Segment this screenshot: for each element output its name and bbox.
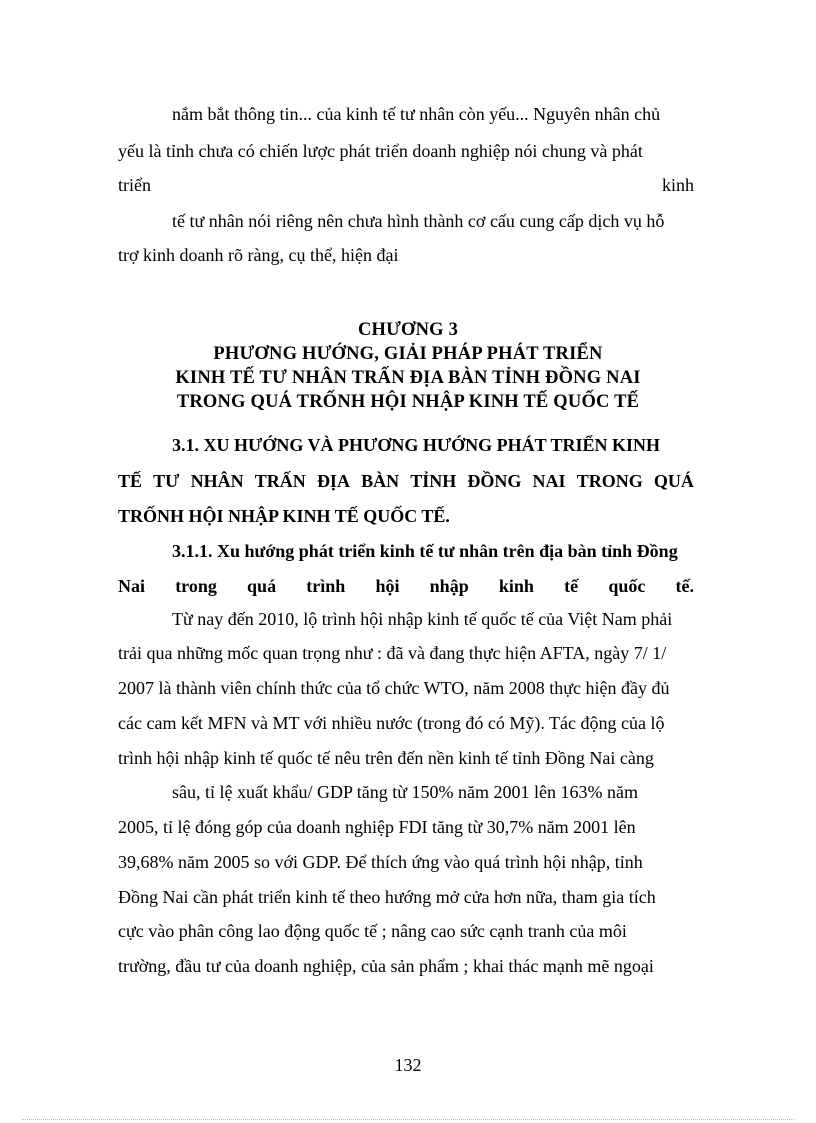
word: hội (375, 576, 400, 596)
section-heading-line (118, 470, 694, 492)
chapter-number: CHƯƠNG 3 (357, 320, 459, 340)
page-bottom-divider (22, 1119, 794, 1120)
paragraph-line: tế tư nhân nói riêng nên chưa hình thành cơ cấu cung cấp dịch vụ hỗ (172, 211, 665, 231)
word: NAI (532, 471, 566, 491)
word: TRONG (576, 471, 643, 491)
section-heading-line: TRỐNH HỘI NHẬP KINH TẾ QUỐC TẾ. (118, 506, 450, 526)
paragraph-line: trợ kinh doanh rõ ràng, cụ thể, hiện đại (118, 245, 399, 265)
word: ĐỒNG (467, 471, 522, 491)
body-line: cực vào phân công lao động quốc tế ; nâng cao sức cạnh tranh của môi (118, 921, 627, 941)
body-line: Từ nay đến 2010, lộ trình hội nhập kinh tế quốc tế của Việt Nam phải (172, 609, 673, 629)
body-line: các cam kết MFN và MT với nhiều nước (trong đó có Mỹ). Tác động của lộ (118, 713, 665, 733)
chapter-title-line: PHƯƠNG HƯỚNG, GIẢI PHÁP PHÁT TRIỂN (213, 344, 603, 364)
word: tế (564, 576, 579, 596)
word: trong (175, 576, 217, 596)
word: NHÂN (190, 471, 244, 491)
word: quốc (608, 576, 646, 596)
word: BÀN (361, 471, 400, 491)
word: QUÁ (653, 471, 694, 491)
subsection-heading-line: 3.1.1. Xu hướng phát triển kinh tế tư nhân trên địa bàn tỉnh Đồng (172, 541, 678, 561)
body-line: Đồng Nai cần phát triển kinh tế theo hướng mở cửa hơn nữa, tham gia tích (118, 887, 656, 907)
word: kinh (498, 576, 534, 596)
paragraph-line: yếu là tỉnh chưa có chiến lược phát triển doanh nghiệp nói chung và phát (118, 141, 643, 161)
body-line: trường, đầu tư của doanh nghiệp, của sản phẩm ; khai thác mạnh mẽ ngoại (118, 956, 654, 976)
word: ĐỊA (316, 471, 350, 491)
paragraph-line: nắm bắt thông tin... của kinh tế tư nhân còn yếu... Nguyên nhân chủ (172, 104, 661, 124)
body-line: 2005, tỉ lệ đóng góp của doanh nghiệp FDI tăng từ 30,7% năm 2001 lên (118, 817, 636, 837)
section-heading-line: 3.1. XU HƯỚNG VÀ PHƯƠNG HƯỚNG PHÁT TRIỂN KINH (172, 435, 661, 455)
body-line: 2007 là thành viên chính thức của tổ chức WTO, năm 2008 thực hiện đầy đủ (118, 678, 670, 698)
body-line: trải qua những mốc quan trọng như : đã và đang thực hiện AFTA, ngày 7/ 1/ (118, 643, 667, 663)
word: tế. (675, 576, 694, 596)
chapter-title-line: KINH TẾ TƯ NHÂN TRẤN ĐỊA BÀN TỈNH ĐỒNG NAI (175, 368, 641, 388)
word: triển (118, 175, 151, 195)
body-line: 39,68% năm 2005 so với GDP. Để thích ứng vào quá trình hội nhập, tỉnh (118, 852, 643, 872)
word: TỈNH (410, 471, 457, 491)
word: TRẤN (254, 471, 306, 491)
word: quá (247, 576, 277, 596)
word: TƯ (153, 471, 180, 491)
body-line: trình hội nhập kinh tế quốc tế nêu trên đến nền kinh tế tỉnh Đồng Nai càng (118, 748, 654, 768)
page-number: 132 (394, 1055, 422, 1075)
subsection-heading-line (118, 575, 694, 597)
word: TẾ (118, 471, 143, 491)
word: trình (306, 576, 346, 596)
word: nhập (429, 576, 469, 596)
body-line: sâu, tỉ lệ xuất khẩu/ GDP tăng từ 150% năm 2001 lên 163% năm (172, 782, 639, 802)
paragraph-line (118, 174, 694, 196)
word: kinh (661, 175, 694, 195)
chapter-title-line: TRONG QUÁ TRỐNH HỘI NHẬP KINH TẾ QUỐC TẾ (176, 392, 640, 412)
word: Nai (118, 576, 145, 596)
